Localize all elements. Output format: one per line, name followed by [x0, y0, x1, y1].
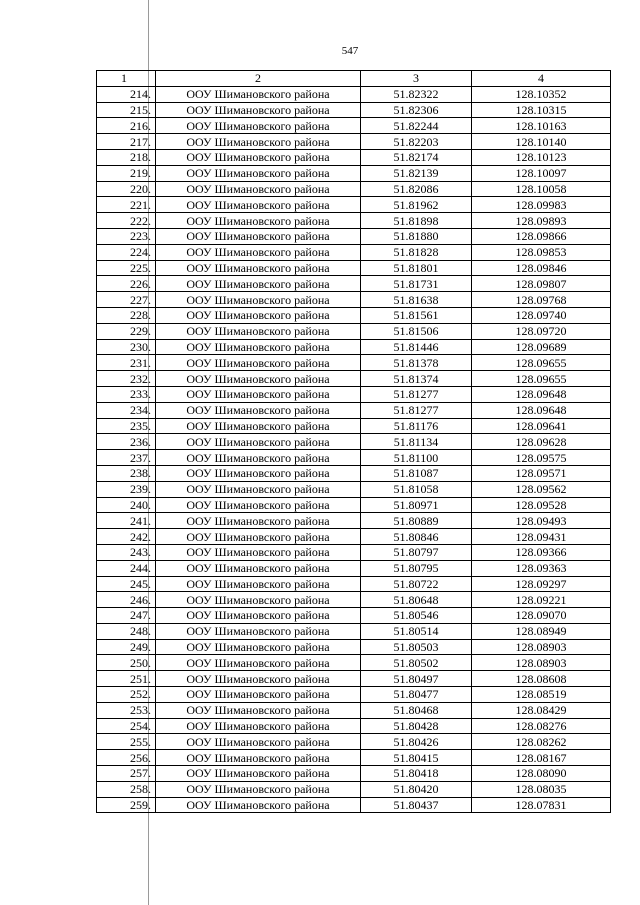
longitude-value: 128.09297 — [472, 576, 611, 592]
latitude-value: 51.81087 — [361, 465, 472, 481]
row-number: 217. — [97, 134, 156, 150]
longitude-value: 128.08429 — [472, 702, 611, 718]
row-number: 234. — [97, 402, 156, 418]
table-row — [97, 371, 611, 387]
column-header-2: 2 — [156, 71, 361, 87]
longitude-value: 128.09493 — [472, 513, 611, 529]
latitude-value: 51.82322 — [361, 86, 472, 102]
organization-name: ООУ Шимановского района — [156, 418, 361, 434]
row-number: 235. — [97, 418, 156, 434]
latitude-value: 51.81446 — [361, 339, 472, 355]
table-row — [97, 702, 611, 718]
latitude-value: 51.80415 — [361, 750, 472, 766]
table-row — [97, 307, 611, 323]
organization-name: ООУ Шимановского района — [156, 149, 361, 165]
longitude-value: 128.09571 — [472, 465, 611, 481]
table-row — [97, 323, 611, 339]
latitude-value: 51.81880 — [361, 228, 472, 244]
organization-name: ООУ Шимановского района — [156, 623, 361, 639]
table-row — [97, 513, 611, 529]
longitude-value: 128.08262 — [472, 734, 611, 750]
organization-name: ООУ Шимановского района — [156, 355, 361, 371]
row-number: 257. — [97, 766, 156, 782]
longitude-value: 128.08519 — [472, 687, 611, 703]
row-number: 220. — [97, 181, 156, 197]
row-number: 248. — [97, 623, 156, 639]
table-row — [97, 181, 611, 197]
organization-name: ООУ Шимановского района — [156, 292, 361, 308]
table-row — [97, 434, 611, 450]
table-row — [97, 134, 611, 150]
longitude-value: 128.09689 — [472, 339, 611, 355]
coordinates-table — [96, 70, 611, 813]
table-row — [97, 655, 611, 671]
latitude-value: 51.81561 — [361, 307, 472, 323]
organization-name: ООУ Шимановского района — [156, 371, 361, 387]
latitude-value: 51.81638 — [361, 292, 472, 308]
longitude-value: 128.09641 — [472, 418, 611, 434]
row-number: 228. — [97, 307, 156, 323]
table-row — [97, 576, 611, 592]
longitude-value: 128.10352 — [472, 86, 611, 102]
table-row — [97, 671, 611, 687]
latitude-value: 51.81374 — [361, 371, 472, 387]
longitude-value: 128.09655 — [472, 371, 611, 387]
latitude-value: 51.82244 — [361, 118, 472, 134]
row-number: 254. — [97, 718, 156, 734]
row-number: 230. — [97, 339, 156, 355]
latitude-value: 51.80889 — [361, 513, 472, 529]
organization-name: ООУ Шимановского района — [156, 734, 361, 750]
latitude-value: 51.80502 — [361, 655, 472, 671]
organization-name: ООУ Шимановского района — [156, 434, 361, 450]
latitude-value: 51.81058 — [361, 481, 472, 497]
table-row — [97, 86, 611, 102]
longitude-value: 128.10097 — [472, 165, 611, 181]
organization-name: ООУ Шимановского района — [156, 307, 361, 323]
organization-name: ООУ Шимановского района — [156, 702, 361, 718]
longitude-value: 128.09866 — [472, 228, 611, 244]
longitude-value: 128.10058 — [472, 181, 611, 197]
table-header-row — [97, 71, 611, 87]
latitude-value: 51.80428 — [361, 718, 472, 734]
table-row — [97, 402, 611, 418]
organization-name: ООУ Шимановского района — [156, 781, 361, 797]
longitude-value: 128.09655 — [472, 355, 611, 371]
longitude-value: 128.09720 — [472, 323, 611, 339]
organization-name: ООУ Шимановского района — [156, 134, 361, 150]
latitude-value: 51.81277 — [361, 402, 472, 418]
row-number: 240. — [97, 497, 156, 513]
organization-name: ООУ Шимановского района — [156, 687, 361, 703]
longitude-value: 128.08167 — [472, 750, 611, 766]
latitude-value: 51.80497 — [361, 671, 472, 687]
row-number: 221. — [97, 197, 156, 213]
longitude-value: 128.09768 — [472, 292, 611, 308]
longitude-value: 128.09740 — [472, 307, 611, 323]
longitude-value: 128.10123 — [472, 149, 611, 165]
table-row — [97, 592, 611, 608]
longitude-value: 128.09363 — [472, 560, 611, 576]
organization-name: ООУ Шимановского района — [156, 513, 361, 529]
row-number: 233. — [97, 386, 156, 402]
longitude-value: 128.10163 — [472, 118, 611, 134]
organization-name: ООУ Шимановского района — [156, 102, 361, 118]
row-number: 245. — [97, 576, 156, 592]
row-number: 253. — [97, 702, 156, 718]
row-number: 226. — [97, 276, 156, 292]
longitude-value: 128.09070 — [472, 608, 611, 624]
row-number: 244. — [97, 560, 156, 576]
table-row — [97, 750, 611, 766]
latitude-value: 51.80971 — [361, 497, 472, 513]
organization-name: ООУ Шимановского района — [156, 497, 361, 513]
row-number: 242. — [97, 529, 156, 545]
row-number: 229. — [97, 323, 156, 339]
latitude-value: 51.82174 — [361, 149, 472, 165]
latitude-value: 51.82306 — [361, 102, 472, 118]
row-number: 237. — [97, 450, 156, 466]
row-number: 246. — [97, 592, 156, 608]
table-row — [97, 165, 611, 181]
table-row — [97, 102, 611, 118]
organization-name: ООУ Шимановского района — [156, 228, 361, 244]
longitude-value: 128.09575 — [472, 450, 611, 466]
row-number: 252. — [97, 687, 156, 703]
table-row — [97, 355, 611, 371]
latitude-value: 51.81176 — [361, 418, 472, 434]
longitude-value: 128.08608 — [472, 671, 611, 687]
latitude-value: 51.81731 — [361, 276, 472, 292]
table-row — [97, 450, 611, 466]
longitude-value: 128.09221 — [472, 592, 611, 608]
table-row — [97, 734, 611, 750]
latitude-value: 51.81277 — [361, 386, 472, 402]
longitude-value: 128.08903 — [472, 639, 611, 655]
latitude-value: 51.81100 — [361, 450, 472, 466]
organization-name: ООУ Шимановского района — [156, 608, 361, 624]
organization-name: ООУ Шимановского района — [156, 750, 361, 766]
table-row — [97, 560, 611, 576]
longitude-value: 128.08949 — [472, 623, 611, 639]
longitude-value: 128.09431 — [472, 529, 611, 545]
longitude-value: 128.09648 — [472, 402, 611, 418]
row-number: 258. — [97, 781, 156, 797]
table-row — [97, 544, 611, 560]
row-number: 250. — [97, 655, 156, 671]
table-row — [97, 623, 611, 639]
table-row — [97, 465, 611, 481]
latitude-value: 51.80426 — [361, 734, 472, 750]
longitude-value: 128.08090 — [472, 766, 611, 782]
latitude-value: 51.80418 — [361, 766, 472, 782]
latitude-value: 51.80797 — [361, 544, 472, 560]
row-number: 247. — [97, 608, 156, 624]
organization-name: ООУ Шимановского района — [156, 165, 361, 181]
organization-name: ООУ Шимановского района — [156, 402, 361, 418]
latitude-value: 51.80546 — [361, 608, 472, 624]
row-number: 249. — [97, 639, 156, 655]
organization-name: ООУ Шимановского района — [156, 339, 361, 355]
organization-name: ООУ Шимановского района — [156, 450, 361, 466]
latitude-value: 51.80722 — [361, 576, 472, 592]
table-row — [97, 481, 611, 497]
table-row — [97, 418, 611, 434]
row-number: 227. — [97, 292, 156, 308]
table-row — [97, 608, 611, 624]
longitude-value: 128.08276 — [472, 718, 611, 734]
organization-name: ООУ Шимановского района — [156, 671, 361, 687]
table-row — [97, 718, 611, 734]
organization-name: ООУ Шимановского района — [156, 481, 361, 497]
table-row — [97, 386, 611, 402]
row-number: 232. — [97, 371, 156, 387]
table-row — [97, 149, 611, 165]
row-number: 241. — [97, 513, 156, 529]
table-row — [97, 687, 611, 703]
latitude-value: 51.81506 — [361, 323, 472, 339]
organization-name: ООУ Шимановского района — [156, 213, 361, 229]
latitude-value: 51.80437 — [361, 797, 472, 813]
table-row — [97, 797, 611, 813]
table-row — [97, 228, 611, 244]
organization-name: ООУ Шимановского района — [156, 718, 361, 734]
row-number: 251. — [97, 671, 156, 687]
longitude-value: 128.10140 — [472, 134, 611, 150]
row-number: 239. — [97, 481, 156, 497]
organization-name: ООУ Шимановского района — [156, 766, 361, 782]
row-number: 222. — [97, 213, 156, 229]
table-row — [97, 276, 611, 292]
longitude-value: 128.09366 — [472, 544, 611, 560]
organization-name: ООУ Шимановского района — [156, 639, 361, 655]
row-number: 224. — [97, 244, 156, 260]
longitude-value: 128.09893 — [472, 213, 611, 229]
row-number: 214. — [97, 86, 156, 102]
latitude-value: 51.80846 — [361, 529, 472, 545]
organization-name: ООУ Шимановского района — [156, 276, 361, 292]
organization-name: ООУ Шимановского района — [156, 592, 361, 608]
table-row — [97, 639, 611, 655]
latitude-value: 51.81134 — [361, 434, 472, 450]
longitude-value: 128.07831 — [472, 797, 611, 813]
latitude-value: 51.80503 — [361, 639, 472, 655]
row-number: 231. — [97, 355, 156, 371]
table-row — [97, 213, 611, 229]
row-number: 259. — [97, 797, 156, 813]
longitude-value: 128.09628 — [472, 434, 611, 450]
latitude-value: 51.81962 — [361, 197, 472, 213]
longitude-value: 128.09983 — [472, 197, 611, 213]
row-number: 255. — [97, 734, 156, 750]
latitude-value: 51.80420 — [361, 781, 472, 797]
organization-name: ООУ Шимановского района — [156, 797, 361, 813]
column-header-4: 4 — [472, 71, 611, 87]
latitude-value: 51.80477 — [361, 687, 472, 703]
row-number: 223. — [97, 228, 156, 244]
longitude-value: 128.08903 — [472, 655, 611, 671]
longitude-value: 128.09853 — [472, 244, 611, 260]
latitude-value: 51.81801 — [361, 260, 472, 276]
latitude-value: 51.81378 — [361, 355, 472, 371]
organization-name: ООУ Шимановского района — [156, 576, 361, 592]
table-row — [97, 339, 611, 355]
latitude-value: 51.80648 — [361, 592, 472, 608]
organization-name: ООУ Шимановского района — [156, 323, 361, 339]
latitude-value: 51.80514 — [361, 623, 472, 639]
longitude-value: 128.09528 — [472, 497, 611, 513]
row-number: 238. — [97, 465, 156, 481]
row-number: 236. — [97, 434, 156, 450]
page-number: 547 — [341, 45, 359, 57]
longitude-value: 128.09562 — [472, 481, 611, 497]
organization-name: ООУ Шимановского района — [156, 560, 361, 576]
latitude-value: 51.82086 — [361, 181, 472, 197]
column-header-3: 3 — [361, 71, 472, 87]
organization-name: ООУ Шимановского района — [156, 197, 361, 213]
organization-name: ООУ Шимановского района — [156, 529, 361, 545]
table-row — [97, 260, 611, 276]
row-number: 225. — [97, 260, 156, 276]
organization-name: ООУ Шимановского района — [156, 244, 361, 260]
longitude-value: 128.10315 — [472, 102, 611, 118]
longitude-value: 128.09648 — [472, 386, 611, 402]
organization-name: ООУ Шимановского района — [156, 118, 361, 134]
longitude-value: 128.09846 — [472, 260, 611, 276]
table-row — [97, 197, 611, 213]
organization-name: ООУ Шимановского района — [156, 465, 361, 481]
latitude-value: 51.80468 — [361, 702, 472, 718]
organization-name: ООУ Шимановского района — [156, 260, 361, 276]
latitude-value: 51.81828 — [361, 244, 472, 260]
row-number: 256. — [97, 750, 156, 766]
latitude-value: 51.82139 — [361, 165, 472, 181]
column-header-1: 1 — [97, 71, 156, 87]
row-number: 215. — [97, 102, 156, 118]
row-number: 243. — [97, 544, 156, 560]
table-row — [97, 497, 611, 513]
organization-name: ООУ Шимановского района — [156, 86, 361, 102]
table-body — [97, 86, 611, 813]
table-row — [97, 766, 611, 782]
table-row — [97, 244, 611, 260]
row-number: 216. — [97, 118, 156, 134]
organization-name: ООУ Шимановского района — [156, 544, 361, 560]
table-row — [97, 292, 611, 308]
organization-name: ООУ Шимановского района — [156, 386, 361, 402]
table-row — [97, 781, 611, 797]
organization-name: ООУ Шимановского района — [156, 181, 361, 197]
row-number: 218. — [97, 149, 156, 165]
latitude-value: 51.81898 — [361, 213, 472, 229]
longitude-value: 128.09807 — [472, 276, 611, 292]
latitude-value: 51.82203 — [361, 134, 472, 150]
longitude-value: 128.08035 — [472, 781, 611, 797]
table-row — [97, 118, 611, 134]
organization-name: ООУ Шимановского района — [156, 655, 361, 671]
latitude-value: 51.80795 — [361, 560, 472, 576]
table-row — [97, 529, 611, 545]
row-number: 219. — [97, 165, 156, 181]
